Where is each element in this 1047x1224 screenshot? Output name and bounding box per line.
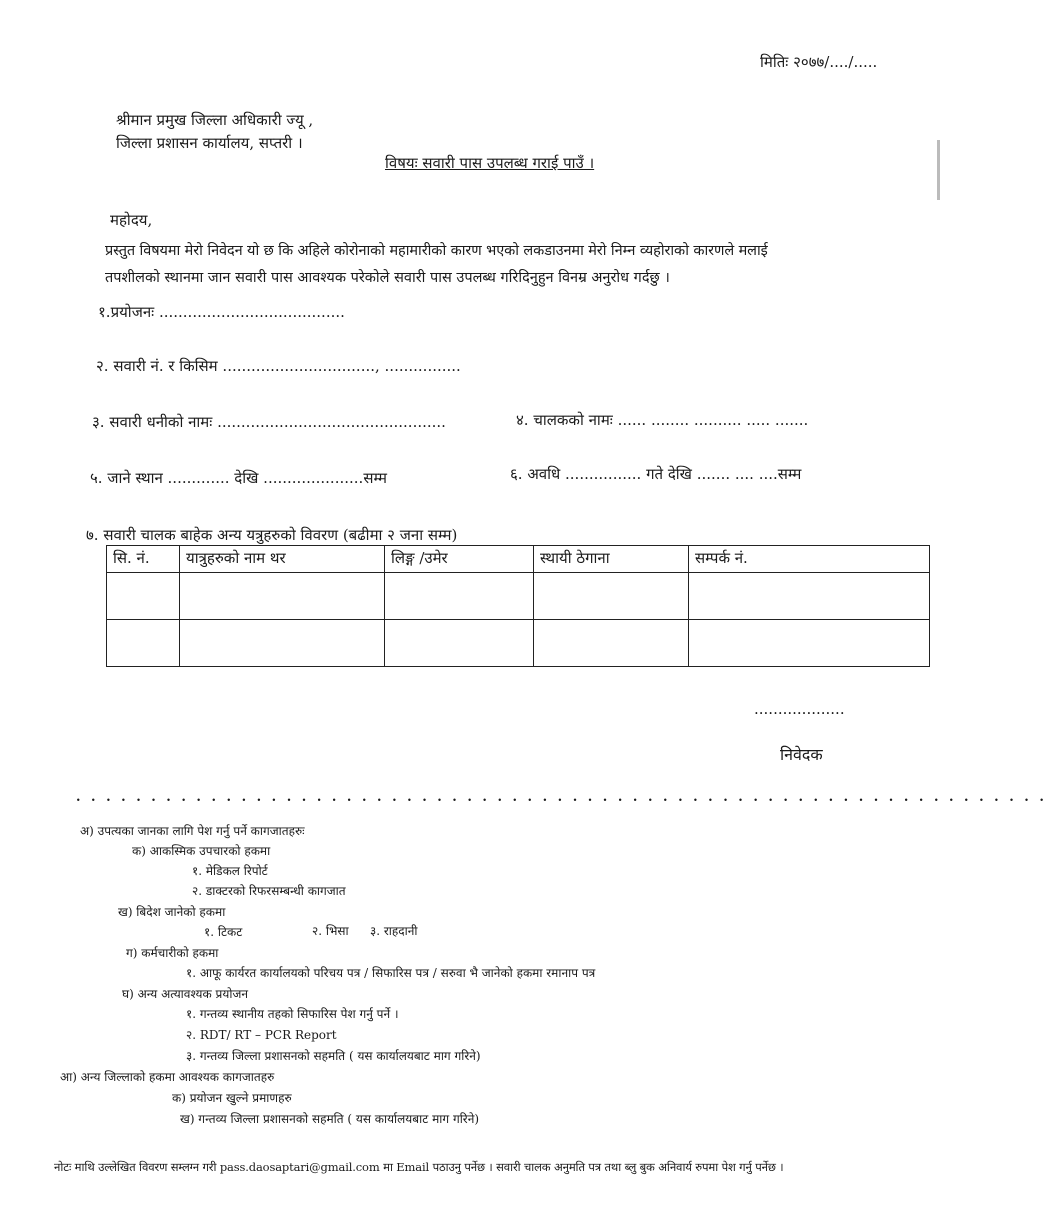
field-duration: ६. अवधि ................ गते देखि ....... .... ....सम्म (510, 465, 802, 483)
instr-kha: ख) बिदेश जानेको हकमा (118, 905, 226, 919)
instr-kha-1: १. टिकट (204, 925, 243, 939)
instr-aa-heading: आ) अन्य जिल्लाको हकमा आवश्यक कागजातहरु (60, 1070, 275, 1084)
table-cell[interactable] (180, 573, 385, 620)
field-passengers-heading: ७. सवारी चालक बाहेक अन्य यत्रुहरुको विवरण (बढीमा २ जना सम्म) (86, 526, 458, 544)
field-driver-name: ४. चालकको नामः ...... ........ .......... ..... ....... (516, 411, 809, 429)
instr-a-heading: अ) उपत्यका जानका लागि पेश गर्नु पर्ने कागजातहरुः (80, 824, 305, 838)
instr-kha-2: २. भिसा (312, 924, 349, 938)
table-cell[interactable] (385, 620, 534, 667)
table-cell[interactable] (534, 573, 689, 620)
col-gender-age: लिङ्ग /उमेर (385, 546, 534, 573)
col-name: यात्रुहरुको नाम थर (180, 546, 385, 573)
instr-ka: क) आकस्मिक उपचारको हकमा (132, 844, 271, 858)
instr-kha-3: ३. राहदानी (370, 924, 418, 938)
table-cell[interactable] (689, 620, 930, 667)
instr-aa-ka: क) प्रयोजन खुल्ने प्रमाणहरु (172, 1091, 292, 1105)
instr-ka-1: १. मेडिकल रिपोर्ट (192, 864, 268, 878)
signature-label: निवेदक (780, 745, 823, 764)
field-purpose: १.प्रयोजनः ....................................... (98, 303, 345, 321)
addressee-line-1: श्रीमान प्रमुख जिल्ला अधिकारी ज्यू , (116, 111, 314, 129)
body-line-1: प्रस्तुत विषयमा मेरो निवेदन यो छ कि अहिले कोरोनाको महामारीको कारण भएको लकडाउनमा मेरो निम्न व्यहोराको कारणले मलाई (105, 243, 768, 259)
body-line-2: तपशीलको स्थानमा जान सवारी पास आवश्यक परेकोले सवारी पास उपलब्ध गरिदिनुहुन विनम्र अनुरोध गर्दछु । (105, 270, 670, 286)
instr-gha: घ) अन्य अत्यावश्यक प्रयोजन (122, 987, 249, 1001)
instr-aa-kha: ख) गन्तव्य जिल्ला प्रशासनको सहमति ( यस कार्यालयबाट माग गरिने) (180, 1112, 480, 1126)
field-vehicle-number: २. सवारी नं. र किसिम ................................, ................ (96, 357, 461, 375)
signature-dots: ................... (754, 700, 845, 718)
field-vehicle-owner: ३. सवारी धनीको नामः ................................................ (92, 413, 446, 431)
subject-line: विषयः सवारी पास उपलब्ध गराई पाउँ । (385, 154, 595, 172)
table-cell[interactable] (180, 620, 385, 667)
table-cell[interactable] (385, 573, 534, 620)
instr-gha-1: १. गन्तव्य स्थानीय तहको सिफारिस पेश गर्नु पर्ने । (186, 1007, 399, 1021)
col-address: स्थायी ठेगाना (534, 546, 689, 573)
separator-dots: . . . . . . . . . . . . . . . . . . . . . . . . . . . . . . . . . . . . . . . . . . . . . . . . . . . . . . . . . . . . . . . . . (76, 790, 1047, 805)
table-row (107, 620, 930, 667)
table-header-row (107, 546, 930, 573)
scan-artifact (937, 140, 940, 200)
col-contact: सम्पर्क नं. (689, 546, 930, 573)
field-destination: ५. जाने स्थान ............. देखि .....................सम्म (90, 469, 387, 487)
table-row (107, 573, 930, 620)
instr-gha-3: ३. गन्तव्य जिल्ला प्रशासनको सहमति ( यस कार्यालयबाट माग गरिने) (186, 1049, 481, 1063)
instr-gha-2: २. RDT/ RT – PCR Report (186, 1028, 337, 1042)
table-cell[interactable] (534, 620, 689, 667)
instr-ga-1: १. आफू कार्यरत कार्यालयको परिचय पत्र / सिफारिस पत्र / सरुवा भै जानेको हकमा रमानाप पत्र (186, 966, 596, 980)
date-line: मितिः २०७७/..../..... (760, 53, 878, 71)
table-cell[interactable] (107, 573, 180, 620)
footer-note: नोटः माथि उल्लेखित विवरण सम्लग्न गरी pass.daosaptari@gmail.com मा Email पठाउनु पर्नेछ । सवारी चालक अनुमति पत्र तथा ब्लु बुक अनिवार्य रुपमा पेश गर्नु पर्नेछ । (54, 1160, 784, 1174)
table-cell[interactable] (689, 573, 930, 620)
passenger-table (106, 545, 930, 667)
col-serial: सि. नं. (107, 546, 180, 573)
addressee-line-2: जिल्ला प्रशासन कार्यालय, सप्तरी । (116, 134, 303, 152)
table-cell[interactable] (107, 620, 180, 667)
salutation: महोदय, (110, 211, 153, 229)
instr-ka-2: २. डाक्टरको रिफरसम्बन्धी कागजात (192, 884, 346, 898)
instr-ga: ग) कर्मचारीको हकमा (126, 946, 219, 960)
